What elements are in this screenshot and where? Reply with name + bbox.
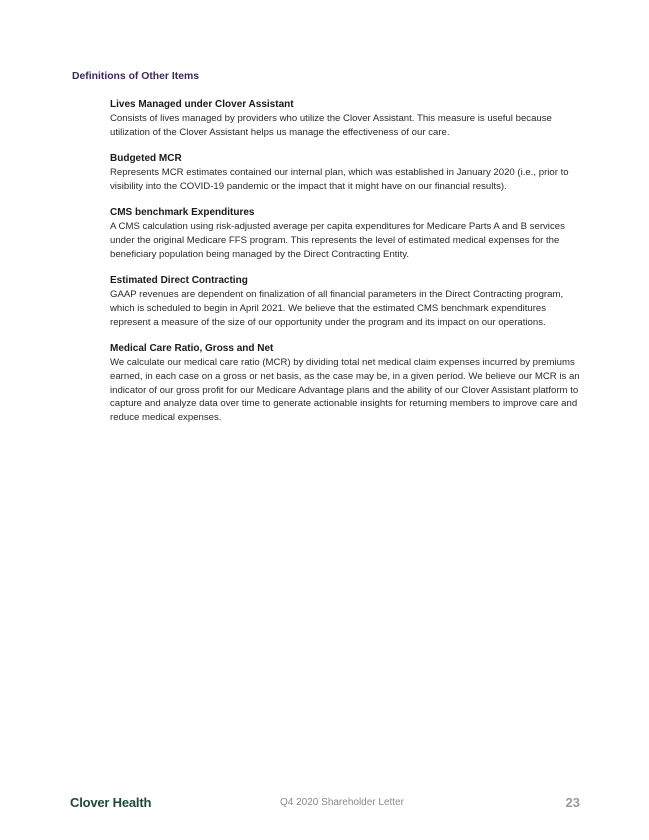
definition-text: A CMS calculation using risk-adjusted average per capita expenditures for Medicare Parts A and B services under the original Medicare FFS program. This represents the level of estimated medical expenses for the beneficiary population being managed by the Direct Contracting Entity.	[110, 221, 565, 260]
company-logo: Clover Health	[70, 795, 152, 810]
definition-item	[110, 342, 580, 425]
definition-term: CMS benchmark Expenditures	[110, 207, 255, 219]
definition-term: Lives Managed under Clover Assistant	[110, 99, 294, 110]
section-title: Definitions of Other Items	[72, 71, 200, 82]
definition-text: Consists of lives managed by providers who utilize the Clover Assistant. This measure is useful because utilization of the Clover Assistant helps us manage the effectiveness of our care.	[110, 113, 552, 138]
definition-item	[110, 206, 580, 261]
definition-term: Estimated Direct Contracting	[110, 275, 248, 287]
definition-item	[110, 98, 580, 140]
definition-item	[110, 152, 580, 194]
definition-item	[110, 274, 580, 329]
page-footer	[70, 795, 580, 813]
page-number: 23	[565, 795, 580, 810]
document-title: Q4 2020 Shareholder Letter	[280, 797, 404, 808]
definition-text: GAAP revenues are dependent on finalization of all financial parameters in the Direct Contracting program, which is scheduled to begin in April 2021. We believe that the estimated CMS benchmark expenditures represent a measure of the size of our opportunity under the program and its impact on our operations.	[110, 289, 564, 328]
definition-text: We calculate our medical care ratio (MCR) by dividing total net medical claim expenses incurred by premiums earned, in each case on a gross or net basis, as the case may be, in a given period. We believe our MCR is an indicator of our gross profit for our Medicare Advantage plans and the ability of our Clover Assistant platform to capture and analyze data over time to generate actionable insights for returning members to improve care and reduce medical expenses.	[110, 356, 580, 424]
definitions-list	[110, 98, 580, 437]
definition-term: Medical Care Ratio, Gross and Net	[110, 342, 274, 354]
definition-term: Budgeted MCR	[110, 153, 182, 165]
definition-text: Represents MCR estimates contained our internal plan, which was established in January 2020 (i.e., prior to visibility into the COVID-19 pandemic or the impact that it might have on our financial results).	[110, 167, 569, 192]
